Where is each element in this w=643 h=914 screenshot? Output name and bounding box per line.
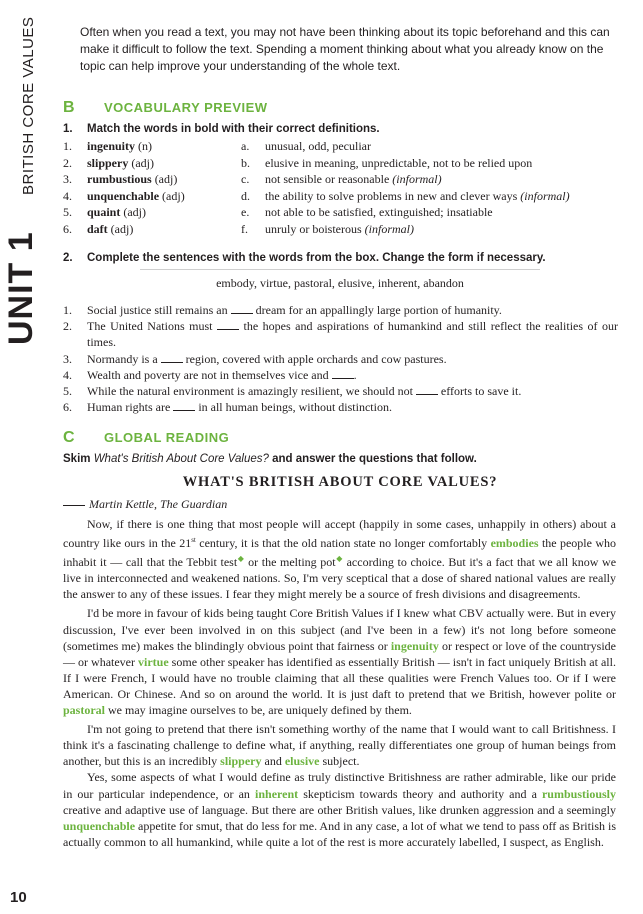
definition-text: elusive in meaning, unpredictable, not to be relied upon [265, 155, 533, 170]
text: we may imagine ourselves to be, are uniquely defined by them. [105, 703, 412, 718]
article-body [63, 516, 616, 850]
highlighted-word: virtue [138, 654, 169, 669]
vocab-pos: (adj) [154, 172, 178, 186]
text: I'd be more in favour of kids being taught Core British Values if I knew what CBV actually were. But in every discussion, I've ever been involved in on this subject (and I've been in a few) it's not long before someone (sometimes me) makes the blindingly obvious point that fairness or [63, 606, 616, 653]
sentence-item [63, 367, 618, 383]
definition [265, 221, 414, 237]
definition-letter: d. [241, 188, 250, 203]
page-number: 10 [10, 889, 27, 906]
sentence-item [63, 302, 618, 318]
intro-paragraph: Often when you read a text, you may not have been thinking about its topic beforehand and this can make it difficult to follow the text. Spending a moment thinking about what you already know on the topic can help improve your understanding of the whole text. [80, 25, 610, 73]
answer-blank [173, 400, 195, 411]
sentence-number: 2. [63, 319, 72, 334]
section-b-letter: B [63, 99, 76, 116]
definition-letter: b. [241, 155, 250, 170]
section-b-heading [63, 100, 268, 116]
sentence-number: 6. [63, 400, 72, 415]
section-c-title: GLOBAL READING [104, 430, 230, 445]
section-label: BRITISH CORE VALUES [20, 16, 37, 195]
vocab-number: 4. [63, 188, 72, 203]
article-title: WHAT'S BRITISH ABOUT CORE VALUES? [182, 474, 498, 490]
vocab-pos: (adj) [123, 205, 147, 219]
highlighted-word: rumbustiously [541, 786, 617, 801]
definition-text: not sensible or reasonable [265, 172, 393, 186]
word-box: embody, virtue, pastoral, elusive, inherent, abandon [216, 276, 464, 290]
word-box-divider [140, 269, 540, 270]
definition [265, 138, 371, 154]
gap-fill-sentences [63, 302, 618, 415]
sentence-text: The United Nations must [87, 319, 217, 334]
ordinal-suffix: st [191, 536, 196, 545]
sentence-text: While the natural environment is amazingly resilient, we should not [87, 384, 416, 399]
vocab-row [63, 155, 613, 172]
definition-text: not able to be satisfied, extinguished; insatiable [265, 205, 493, 219]
text: the people who inhabit it — call that the Tebbit test [63, 536, 617, 570]
vocab-pos: (n) [138, 139, 153, 153]
sentence-text: Normandy is a [87, 351, 161, 366]
text: according to choice. But it's a fact that we all know we live in interconnected and weakened nations. So, I'm very sceptical that a dose of shared national values are really the answer to any of these issues. I fear they might merely be a source of fresh divisions and disagreements. [63, 555, 617, 602]
definition [265, 188, 570, 204]
vocab-pos: (adj) [162, 188, 185, 203]
vocab-number: 5. [63, 205, 72, 219]
vocab-row [63, 221, 613, 238]
section-c-heading [63, 430, 229, 446]
vocab-pos: (adj) [131, 155, 154, 170]
sentence-number: 5. [63, 384, 72, 399]
definition [265, 204, 493, 220]
answer-blank [217, 319, 239, 330]
definition-tag: (informal) [364, 221, 414, 236]
task-1-text: Match the words in bold with their correct definitions. [87, 123, 380, 135]
highlighted-word: embodies [490, 536, 539, 551]
definition-tag: (informal) [392, 172, 442, 186]
vocab-term: slippery [87, 155, 129, 170]
unit-label: UNIT 1 [2, 231, 40, 345]
unit-sidebar [0, 0, 40, 914]
text: subject. [319, 754, 360, 769]
task-2-instruction [63, 250, 546, 266]
article-paragraph [63, 605, 616, 718]
vocab-number: 6. [63, 221, 72, 236]
article-paragraph [63, 721, 616, 769]
vocab-word [87, 138, 152, 154]
text: Yes, some aspects of what I would define as truly distinctive Britishness are rather admirable, like our pride in our particular independence, or an [63, 770, 616, 801]
sentence-text: Human rights are [87, 400, 174, 415]
sentence-text: efforts to save it. [437, 384, 522, 399]
footnote-diamond-icon: ◆ [237, 554, 245, 564]
text: Now, if there is one thing that most people will accept (happily in some cases, unhappily in others) about a country like ours in the 21 [63, 517, 616, 551]
sentence-text: region, covered with apple orchards and cow pastures. [182, 351, 447, 366]
sentence-item [63, 383, 618, 399]
vocab-pos: (adj) [110, 221, 134, 236]
answer-blank [416, 384, 438, 395]
vocab-number: 1. [63, 139, 72, 153]
answer-blank [231, 303, 253, 314]
vocab-word [87, 204, 146, 220]
sentence-item [63, 318, 618, 350]
skim-label: Skim [63, 453, 94, 465]
skim-rest: and answer the questions that follow. [268, 453, 477, 465]
sentence-text: Wealth and poverty are not in themselves vice and [87, 367, 332, 382]
text: or respect or love of the countryside — or whatever [63, 638, 616, 669]
vocab-word [87, 171, 177, 187]
vocab-word [87, 221, 133, 237]
sentence-item [63, 399, 618, 415]
text: creative and adaptive use of language. But there are other British values, like drunken aggression and a seemingly [63, 802, 616, 817]
text: I'm not going to pretend that there isn't something worthy of the name that I would want to call Britishness. I think it's a fascinating challenge to define what, if anything, really differentiates one group of human beings from another, but this is an incredibly [63, 722, 616, 769]
vocab-row [63, 188, 613, 205]
definition-tag: (informal) [520, 188, 570, 203]
section-b-title: VOCABULARY PREVIEW [104, 100, 268, 115]
sentence-text: Social justice still remains an [87, 303, 231, 317]
definition [265, 171, 442, 187]
vocab-term: daft [87, 221, 108, 236]
definition-text: unruly or boisterous [265, 221, 365, 236]
sentence-text: the hopes and aspirations of humankind and still reflect the realities of our times. [87, 319, 619, 350]
article-paragraph [63, 516, 616, 602]
task-1-number: 1. [63, 123, 73, 135]
text: century, it is that the old nation state no longer comfortably [195, 536, 491, 551]
answer-blank [161, 352, 183, 363]
sentence-text: . [353, 367, 357, 382]
sentence-text: dream for an appallingly large portion of humanity. [252, 303, 502, 317]
vocab-term: ingenuity [87, 139, 136, 153]
text: skepticism towards theory and authority and a [298, 786, 542, 801]
sentence-number: 1. [63, 303, 72, 317]
highlighted-word: elusive [284, 754, 320, 769]
task-1-instruction [63, 121, 380, 137]
skim-instruction [63, 451, 477, 467]
definition [265, 155, 532, 171]
vocab-row [63, 171, 613, 188]
highlighted-word: unquenchable [63, 818, 136, 833]
article-paragraph [63, 769, 616, 849]
definition-letter: e. [241, 205, 250, 219]
section-c-letter: C [63, 429, 76, 446]
definition-text: the ability to solve problems in new and clever ways [265, 188, 521, 203]
sentence-item [63, 351, 618, 367]
byline-dash [63, 505, 85, 506]
vocab-row [63, 204, 613, 221]
definition-letter: f. [241, 221, 248, 236]
highlighted-word: slippery [220, 754, 262, 769]
footnote-diamond-icon: ◆ [335, 554, 343, 564]
definition-letter: c. [241, 172, 250, 186]
vocab-term: unquenchable [87, 188, 160, 203]
highlighted-word: pastoral [63, 703, 105, 718]
vocab-word [87, 155, 154, 171]
task-2-number: 2. [63, 252, 73, 264]
sentence-number: 3. [63, 351, 72, 366]
vocab-term: quaint [87, 205, 121, 219]
answer-blank [332, 368, 354, 379]
text: appetite for smut, that do less for me. And in any case, a lot of what we tend to pass off as British is actually common to all humankind, while quite a lot of the rest is more accurately labelled, I suspect, as English. [63, 818, 616, 849]
vocabulary-list [63, 138, 613, 237]
vocab-term: rumbustious [87, 172, 152, 186]
sentence-text: in all human beings, without distinction. [195, 400, 392, 415]
vocab-number: 2. [63, 155, 72, 170]
vocab-row [63, 138, 613, 155]
definition-text: unusual, odd, peculiar [265, 139, 371, 153]
text: and [261, 754, 285, 769]
task-2-text: Complete the sentences with the words from the box. Change the form if necessary. [87, 252, 546, 264]
vocab-word [87, 188, 185, 204]
article-author: Martin Kettle, The Guardian [89, 497, 228, 511]
definition-letter: a. [241, 139, 250, 153]
sentence-number: 4. [63, 367, 72, 382]
text: some other speaker has identified as essentially British — isn't in fact uniquely British at all. If I were French, I would have no trouble claiming that all these qualities were French Values too. Or if I were American. Or Chinese. And so on around the world. It is just daft to pretend that we British, however polite or [63, 654, 616, 701]
highlighted-word: ingenuity [390, 638, 439, 653]
highlighted-word: inherent [255, 786, 299, 801]
skim-title: What's British About Core Values? [93, 453, 269, 465]
article-byline [63, 496, 227, 512]
vocab-number: 3. [63, 172, 72, 186]
text: or the melting pot [244, 555, 336, 570]
